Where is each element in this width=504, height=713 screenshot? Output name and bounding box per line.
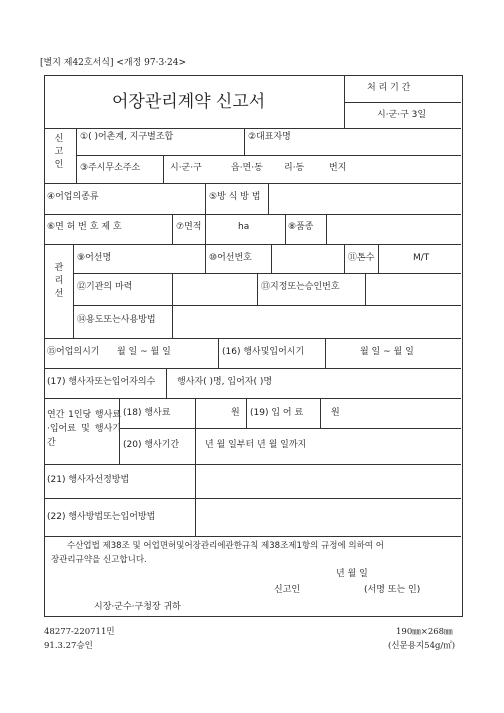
- reporter-section-label: 신 고 인: [54, 134, 64, 170]
- enter-period-label: (16) 행사및입어시기: [222, 347, 305, 357]
- fishing-period-value[interactable]: 월 일 ~ 월 일: [117, 347, 171, 357]
- annual-fee-label: 연간 1인당 행사료·입어료 및 행사기간: [47, 410, 121, 448]
- footer-code: 48277-220711민: [44, 627, 115, 637]
- fee-period-value[interactable]: 년 월 일부터 년 월 일까지: [205, 440, 307, 450]
- date-line[interactable]: 년 월 일: [336, 569, 368, 579]
- management-vessel-label: 관 리 선: [54, 263, 64, 299]
- fee-label: (18) 행사료: [123, 408, 171, 418]
- address-town[interactable]: 읍·면·동: [231, 163, 263, 173]
- species-field[interactable]: ⑧품종: [288, 222, 314, 232]
- address-label: ③주시무소주소: [80, 163, 141, 173]
- address-village[interactable]: 리·동: [284, 163, 305, 173]
- fee-unit: 원: [231, 408, 240, 418]
- form-title: 어장관리계약 신고서: [112, 92, 266, 112]
- ship-name-field[interactable]: ⑨어선명: [77, 253, 112, 263]
- operation-method-label: (22) 행사방법또는입어방법: [47, 512, 156, 522]
- form-number-note: [별지 제42호서식] <개정 97·3·24>: [40, 58, 187, 68]
- fee-period-label: (20) 행사기간: [123, 440, 180, 450]
- footer-size: 190㎜×268㎜: [396, 627, 453, 637]
- entry-fee-unit: 원: [331, 408, 340, 418]
- entry-fee-label: (19) 입 어 료: [250, 408, 304, 418]
- usage-field[interactable]: ⑭용도또는사용방법: [77, 315, 156, 325]
- tonnage-field[interactable]: ⑪톤수: [348, 253, 375, 263]
- footer-paper: (신문용지54g/㎡): [388, 641, 456, 651]
- fishing-method-field[interactable]: ⑤방 식 방 법: [209, 192, 261, 202]
- tonnage-unit: M/T: [413, 253, 430, 263]
- license-number-field[interactable]: ⑥면 허 번 호 제 호: [47, 222, 122, 232]
- org-field[interactable]: ①( )어촌계, 지구별조합: [80, 132, 174, 142]
- persons-label: (17) 행사자또는입어자의수: [47, 377, 156, 387]
- enter-period-value[interactable]: 월 일 ~ 월 일: [360, 347, 414, 357]
- signer-label: 신고인: [274, 585, 301, 595]
- area-field[interactable]: ⑦면적: [176, 222, 202, 232]
- ship-number-field[interactable]: ⑩어선번호: [209, 253, 252, 263]
- signature-note[interactable]: (서명 또는 인): [364, 585, 421, 595]
- address-number[interactable]: 번지: [329, 163, 347, 173]
- footer-approval: 91.3.27승인: [44, 641, 93, 651]
- designation-number-field[interactable]: ⑬지정또는승인번호: [261, 282, 340, 292]
- fishery-type-field[interactable]: ④어업의종류: [47, 192, 99, 202]
- fishing-period-label: ⑮어업의시기: [47, 347, 100, 357]
- addressee: 시장·군수·구청장 귀하: [94, 602, 181, 612]
- processing-period-label: 처 리 기 간: [367, 83, 411, 93]
- representative-field[interactable]: ②대표자명: [248, 132, 291, 142]
- statement-line-1: 수산업법 제38조 및 어업면허및어장관리에관한규칙 제38조제1항의 규정에 의하여 어: [67, 541, 384, 551]
- statement-line-2: 장관리규약을 신고합니다.: [51, 555, 147, 565]
- engine-power-field[interactable]: ⑫기관의 마력: [77, 282, 133, 292]
- address-city[interactable]: 시·군·구: [170, 163, 202, 173]
- selection-method-label: (21) 행사자선정방법: [47, 475, 130, 485]
- persons-value[interactable]: 행사자( )명, 입어자( )명: [177, 377, 273, 387]
- area-unit: ha: [238, 222, 250, 232]
- processing-period-value: 시·군·구 3일: [377, 110, 427, 120]
